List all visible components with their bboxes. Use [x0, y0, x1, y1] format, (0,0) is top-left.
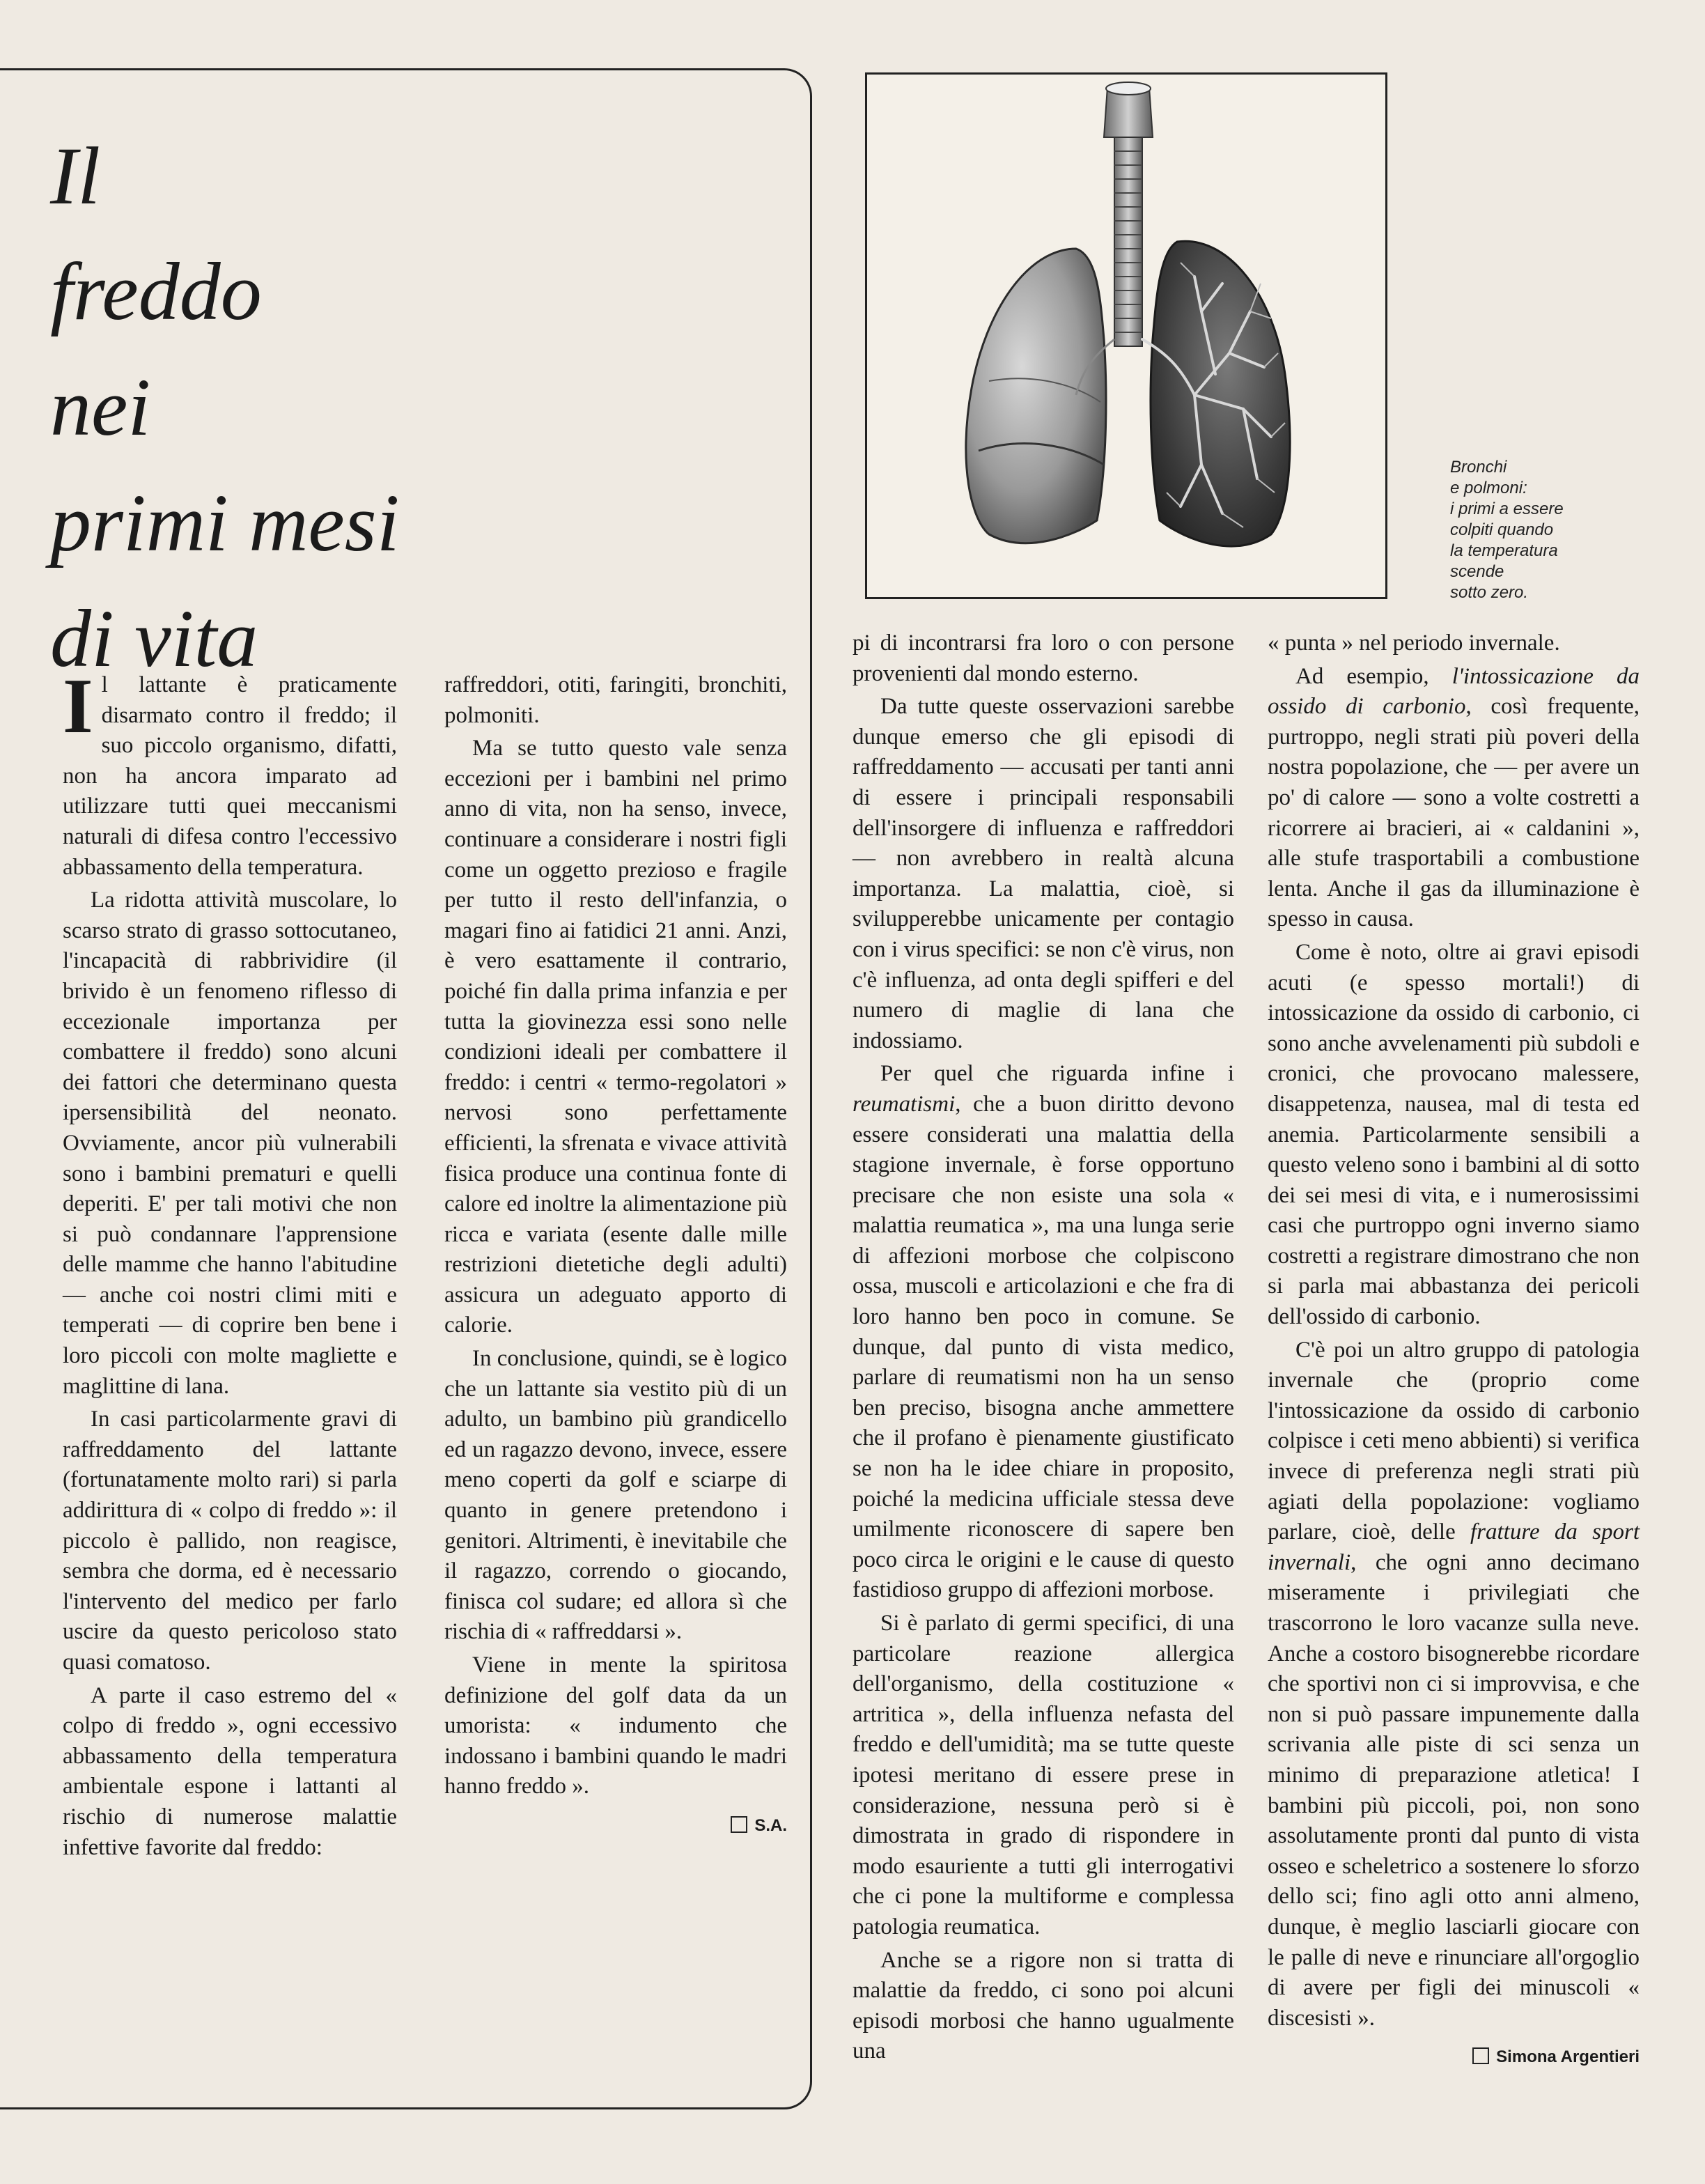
caption-line: sotto zero.	[1450, 583, 1529, 602]
square-icon	[731, 1816, 747, 1833]
article-title	[50, 118, 677, 697]
paragraph: In conclusione, quindi, se è logico che un lattante sia vestito più di un adulto, un bambino più grandicello ed un ragazzo devono, invece, essere meno coperti da golf e sciarpe di quanto in genere pretendono i genitori. Altrimenti, è inevitabile che il ragazzo, correndo o giocando, finisca col sudare; ed allora sì che rischia di « raffreddarsi ».	[444, 1346, 787, 1645]
title-line: Il	[50, 130, 101, 222]
title-line: di vita	[50, 593, 258, 684]
paragraph: A parte il caso estremo del « colpo di freddo », ogni eccessivo abbassamento della temperatura ambientale espone i lattanti al rischio di numerose malattie infettive favorite dal freddo:	[63, 1682, 397, 1860]
drop-cap: I	[63, 663, 93, 750]
paragraph: raffreddori, otiti, faringiti, bronchiti, polmoniti.	[444, 672, 787, 728]
paragraph: pi di incontrarsi fra loro o con persone provenienti dal mondo esterno.	[852, 630, 1234, 686]
lungs-illustration	[865, 72, 1387, 599]
paragraph: C'è poi un altro gruppo di patologia invernale che (proprio come l'intossicazione da ossido di carbonio colpisce i ceti meno abbienti) si verifica invece di preferenza negli strati più agiati della popolazione: vogliamo parlare, cioè, delle fratture da sport invernali, che ogni anno decimano miseramente i privilegiati che trascorrono le loro vacanze sulla neve. Anche a costoro bisognerebbe ricordare che sportivi non ci si improvvisa, e che non si può passare impunemente dalla scrivania alle piste di sci senza un minimo di preparazione atletica! I bambini più piccoli, poi, non sono assolutamente pronti dal punto di vista osseo e scheletrico a sostenere lo sforzo dello sci; fino agli otto anni almeno, dunque, è meglio lasciarli giocare con le palle di neve e rinunciare all'orgoglio di avere per figli dei minuscoli « discesisti ».	[1268, 1337, 1640, 2031]
paragraph: Anche se a rigore non si tratta di malattie da freddo, ci sono poi alcuni episodi morbosi che hanno ugualmente una	[852, 1947, 1234, 2064]
lungs-icon	[867, 75, 1385, 597]
text-column-1	[63, 663, 397, 1863]
square-icon	[1472, 2047, 1489, 2064]
signature-initials: S.A.	[444, 1811, 787, 1841]
text-column-4	[1268, 628, 1640, 2073]
paragraph: La ridotta attività muscolare, lo scarso strato di grasso sottocutaneo, l'incapacità di rabbrividire (il brivido è un fenomeno riflesso di eccezionale importanza per combattere il freddo) sono alcuni dei fattori che determinano questa ipersensibilità del neonato. Ovviamente, ancor più vulnerabili sono i bambini prematuri e quelli deperiti. E' per tali motivi che non si può condannare l'apprensione delle mamme che hanno l'abitudine — anche coi nostri climi miti e temperati — di coprire ben bene i loro piccoli con molte magliette e maglittine di lana.	[63, 888, 397, 1399]
title-line: primi mesi	[50, 477, 400, 568]
paragraph: In casi particolarmente gravi di raffreddamento del lattante (fortunatamente molto rari) si parla addirittura di « colpo di freddo »: il piccolo è pallido, non reagisce, sembra che dorma, ed è necessario l'intervento del medico per farlo uscire da questo pericoloso stato quasi comatoso.	[63, 1407, 397, 1675]
paragraph: Il lattante è praticamente disarmato contro il freddo; il suo piccolo organismo, difatti, non ha ancora imparato ad utilizzare tutti quei meccanismi naturali di difesa contro l'eccessivo abbassamento della temperatura.	[63, 663, 397, 880]
image-caption	[1450, 457, 1617, 603]
paragraph: Ma se tutto questo vale senza eccezioni per i bambini nel primo anno di vita, non ha senso, invece, continuare a considerare i nostri figli come un oggetto prezioso e fragile per tutto il resto dell'infanzia, o magari fino ai fatidici 21 anni. Anzi, è vero esattamente il contrario, poiché fin dalla prima infanzia e per tutta la giovinezza essi sono nelle condizioni ideali per combattere il freddo: i centri « termo-regolatori » nervosi sono perfettamente efficienti, la sfrenata e vivace attività fisica produce una continua fonte di calore ed inoltre la alimentazione più ricca e variata (esente dalle mille restrizioni dietetiche degli adulti) assicura un adeguato apporto di calorie.	[444, 736, 787, 1338]
text-column-3	[852, 628, 1234, 2067]
caption-line: Bronchi	[1450, 458, 1507, 477]
caption-line: i primi a essere	[1450, 499, 1564, 518]
paragraph: « punta » nel periodo invernale.	[1268, 630, 1560, 656]
paragraph: Ad esempio, l'intossicazione da ossido di carbonio, così frequente, purtroppo, negli strati più poveri della nostra popolazione, che — per avere un po' di calore — sono a volte costretti a ricorrere ai bracieri, ai « caldanini », alle stufe trasportabili a combustione lenta. Anche il gas da illuminazione è spesso in causa.	[1268, 663, 1640, 932]
paragraph: Da tutte queste osservazioni sarebbe dunque emerso che gli episodi di raffreddamento — accusati per tanti anni di essere i principali responsabili dell'insorgere di influenza e raffreddori — non avrebbero in realtà alcuna importanza. La malattia, cioè, si svilupperebbe unicamente per contagio con i virus specifici: se non c'è virus, non c'è influenza, ad onta degli spifferi e del numero di maglie di lana che indossiamo.	[852, 694, 1234, 1053]
author-signature: Simona Argentieri	[1268, 2042, 1640, 2073]
caption-line: e polmoni:	[1450, 479, 1527, 497]
paragraph: Come è noto, oltre ai gravi episodi acuti (e spesso mortali!) di intossicazione da ossido di carbonio, ci sono anche avvelenamenti più subdoli e cronici, che provocano malessere, disappetenza, nausea, mal di testa ed anemia. Particolarmente sensibili a questo veleno sono i bambini al di sotto dei sei mesi di vita, e i numerosissimi casi che purtroppo ogni inverno siamo costretti a registrare dimostrano che non si parla mai abbastanza dei pericoli dell'ossido di carbonio.	[1268, 939, 1640, 1330]
caption-line: colpiti quando	[1450, 520, 1554, 539]
text-column-2	[444, 670, 787, 1841]
caption-line: la temperatura	[1450, 541, 1558, 560]
paragraph: Per quel che riguarda infine i reumatismi, che a buon diritto devono essere considerati una malattia della stagione invernale, è forse opportuno precisare che non esiste una sola « malattia reumatica », ma una lunga serie di affezioni morbose che colpiscono ossa, muscoli e articolazioni e che fra di loro hanno ben poco in comune. Se dunque, dal punto di vista medico, parlare di reumatismi non ha un senso ben preciso, bisogna anche ammettere che il profano è pienamente giustificato se non ha le idee chiare in proposito, poiché la medicina ufficiale stessa deve umilmente riconoscere di sapere ben poco circa le origini e le cause di questo fastidioso gruppo di affezioni morbose.	[852, 1061, 1234, 1603]
paragraph: Si è parlato di germi specifici, di una particolare reazione allergica dell'organismo, della costituzione « artritica », della influenza nefasta del freddo e dell'umidità; ma se tutte queste ipotesi meritano di essere prese in considerazione, nessuna però si è dimostrata in grado di rispondere in modo esauriente a tutti gli interrogativi che ci pone la multiforme e complessa patologia reumatica.	[852, 1611, 1234, 1939]
paragraph: Viene in mente la spiritosa definizione del golf data da un umorista: « indumento che indossano i bambini quando le madri hanno freddo ».	[444, 1652, 787, 1799]
title-line: freddo	[50, 246, 262, 337]
caption-line: scende	[1450, 562, 1504, 581]
title-line: nei	[50, 362, 151, 453]
